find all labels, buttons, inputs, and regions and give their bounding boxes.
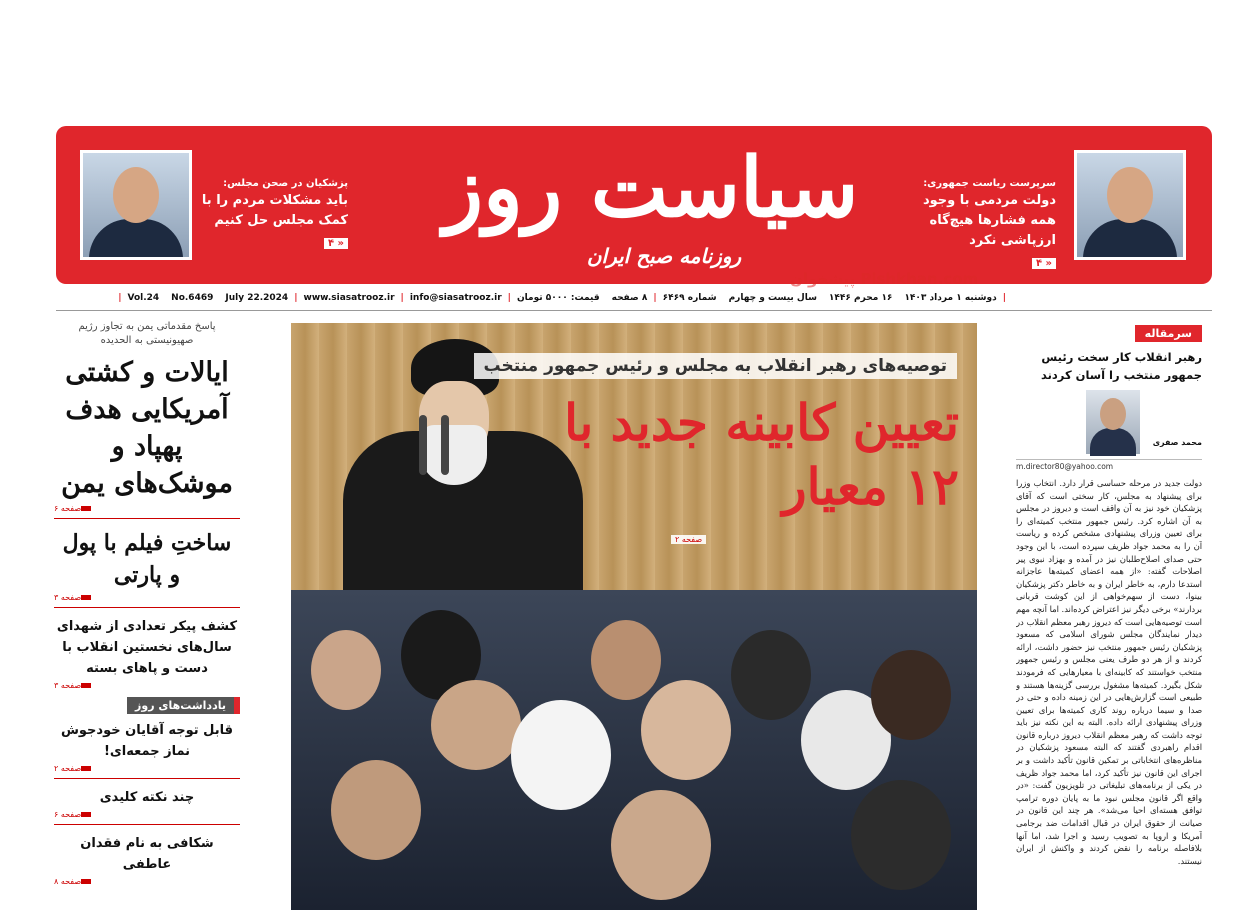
issue-number-english: No.6469 bbox=[171, 293, 214, 303]
newspaper-subtitle: روزنامه صبح ایران bbox=[586, 244, 742, 268]
date-hijri: ۱۶ محرم ۱۴۴۶ bbox=[828, 293, 893, 303]
acting-president-photo[interactable] bbox=[1074, 150, 1186, 260]
date-persian: دوشنبه ۱ مرداد ۱۴۰۳ bbox=[904, 293, 997, 303]
page-count: ۸ صفحه bbox=[611, 293, 648, 303]
divider bbox=[54, 518, 240, 519]
note-headline: چند نکته کلیدی bbox=[99, 790, 195, 805]
page-ref: صفحه ۶ bbox=[54, 810, 240, 819]
issue-number: شماره ۶۴۶۹ bbox=[662, 293, 717, 303]
editorial-author bbox=[1016, 390, 1202, 460]
page-ref: صفحه ۲ bbox=[54, 764, 240, 773]
editorial-body: دولت جدید در مرحله حساسی قرار دارد. انتخاب وزرا برای پیشنهاد به مجلس، کار سختی است که آقای پزشکیان خود نیز به آن واقف است و دیروز در مجلس به آن اشاره کرد. رئیس جمهور منتخب کمیته‌ای را برای تعیین وزرای پیشنهادی مشخص کرده و ریاست آن را به محمد جواد ظریف سپرده است، با این وجود حتی صدای اصلاح‌طلبان نیز در آمده و بهزاد نبوی پیر اصلاحات گفته: «از همه اعضای کمیته‌ها عاجزانه استدعا دارم، به خاطر ایران و به خاطر دکتر پزشکیان بینوا، دست از سهم‌خواهی از این کوشت قربانی بردارند» برخی دیگر نیز اعتراض کرده‌اند. اما آنچه مهم است توصیه‌هایی است که دیروز رهبر معظم انقلاب در دیدار نمایندگان مجلس شورای اسلامی که مسعود پزشکیان رئیس جمهور منتخب نیز حضور داشت، ارائه کردند و از هر دو طرف یعنی مجلس و رئیس جمهور منتخب خواستند که کابینه‌ای با معیارهایی که فرمودند شکل بگیرد. کمیته‌ها مشغول بررسی گزینه‌ها هستند و طبیعی است گزارش‌هایی در این زمینه داده و حتی در صدا و سیما درباره روند کاری کمیته‌ها برای تعیین وزرای پیشنهادی ارائه داده. البته به این نکته نیز باید توجه داشت که رهبر معظم انقلاب دیروز درباره قانون اقدام راهبردی گفتند که البته مسعود پزشکیان در مناظره‌های انتخاباتی بر تمکین قانون تأکید داشت و بر اجرای این قانون نیز تأکید کرد، اما محمد جواد ظریف در یکی از برنامه‌های تبلیغاتی در تلویزیون گفت: «در واقع اگر قانون مجلس نبود ما به پایان دوره ترامپ توافق هسته‌ای احیا می‌شد». هر چند این قانون در صیانت از حقوق ایران در قبال اقدامات ضد برجامی آمریکا و اروپا به تصویب رسید و اجرا شد، اما آنها بلافاصله برنامه را نقض کردند و واکنش از ایران نیستند. bbox=[1016, 478, 1202, 866]
brief-headline: دولت مردمی با وجود همه فشارها هیچ‌گاه ارزپاشی نکرد bbox=[922, 193, 1056, 248]
main-story-kicker: توصیه‌های رهبر انقلاب به مجلس و رئیس جمهور منتخب bbox=[474, 353, 957, 379]
left-column bbox=[54, 320, 240, 886]
masthead-brief-left[interactable] bbox=[188, 178, 348, 250]
author-name: محمد صفری bbox=[1152, 438, 1202, 447]
microphone-icon bbox=[419, 415, 427, 475]
brief-kicker: پزشکیان در صحن مجلس: bbox=[223, 178, 348, 189]
author-email[interactable]: m.director80@yahoo.com bbox=[1016, 462, 1114, 471]
watermark: پیشخوان Pishkhan.com bbox=[790, 270, 979, 288]
masthead-brief-right[interactable] bbox=[896, 178, 1056, 270]
page-ref: صفحه ۲ bbox=[671, 535, 706, 544]
story-martyrs[interactable] bbox=[54, 616, 240, 690]
brief-page-ref: « ۴ bbox=[324, 238, 348, 249]
story-film[interactable] bbox=[54, 527, 240, 602]
brief-page-ref: « ۴ bbox=[1032, 258, 1056, 269]
email-link[interactable]: info@siasatrooz.ir bbox=[409, 293, 502, 303]
notes-section-header: یادداشت‌های روز bbox=[127, 697, 240, 714]
volume-english: Vol.24 bbox=[127, 293, 160, 303]
main-headline: تعیین کابینه جدید با ۱۲ معیار bbox=[564, 393, 959, 516]
newspaper-logo: سیاست روز bbox=[443, 140, 859, 236]
page-ref: صفحه ۶ bbox=[54, 504, 240, 513]
note-item[interactable] bbox=[54, 787, 240, 819]
volume-year: سال بیست و چهارم bbox=[728, 293, 817, 303]
price: قیمت: ۵۰۰۰ تومان bbox=[516, 293, 600, 303]
masthead bbox=[56, 126, 1212, 284]
note-item[interactable] bbox=[54, 833, 240, 886]
note-headline: قابل توجه آقایان خودجوش نماز جمعه‌ای! bbox=[60, 723, 234, 759]
editorial-tag: سرمقاله bbox=[1135, 325, 1202, 342]
divider bbox=[54, 607, 240, 608]
page-ref: صفحه ۳ bbox=[54, 681, 240, 690]
microphone-icon bbox=[441, 415, 449, 475]
author-photo bbox=[1086, 390, 1140, 454]
website-link[interactable]: www.siasatrooz.ir bbox=[303, 293, 395, 303]
story-kicker: پاسخ مقدماتی یمن به تجاوز رژیم صهیونیستی به الحدیده bbox=[78, 321, 216, 346]
story-headline: کشف پیکر تعدادی از شهدای سال‌های نخستین انقلاب با دست و پاهای بسته bbox=[56, 619, 238, 676]
divider bbox=[54, 824, 240, 825]
divider bbox=[56, 310, 1212, 311]
story-headline: ساختِ فیلم با پول و پارتی bbox=[62, 530, 232, 588]
editorial-column bbox=[1016, 322, 1202, 889]
main-story-photo[interactable] bbox=[291, 323, 977, 910]
brief-headline: باید مشکلات مردم را با کمک مجلس حل کنیم bbox=[201, 193, 348, 228]
date-english: July 22.2024 bbox=[225, 293, 289, 303]
note-headline: شکافی به نام فقدان عاطفی bbox=[80, 836, 214, 872]
issue-info-bar: | دوشنبه ۱ مرداد ۱۴۰۳ ۱۶ محرم ۱۴۴۶ سال بیست و چهارم شماره ۶۴۶۹ | ۸ صفحه قیمت: ۵۰۰۰ تومان | info@siasatrooz.ir | www.siasatrooz.ir | July 22.2024 No.6469 Vol.24 | bbox=[118, 293, 1006, 303]
editorial-title[interactable]: رهبر انقلاب کار سخت رئیس جمهور منتخب را آسان کردند bbox=[1040, 350, 1202, 382]
brief-kicker: سرپرست ریاست جمهوری: bbox=[923, 178, 1056, 189]
audience bbox=[291, 590, 977, 910]
president-elect-photo[interactable] bbox=[80, 150, 192, 260]
story-headline: ایالات و کشتی آمریکایی هدف پهپاد و موشک‌های یمن bbox=[61, 357, 233, 499]
page-ref: صفحه ۸ bbox=[54, 877, 240, 886]
divider bbox=[54, 778, 240, 779]
note-item[interactable] bbox=[54, 720, 240, 773]
page-ref: صفحه ۳ bbox=[54, 593, 240, 602]
story-yemen[interactable] bbox=[54, 320, 240, 513]
